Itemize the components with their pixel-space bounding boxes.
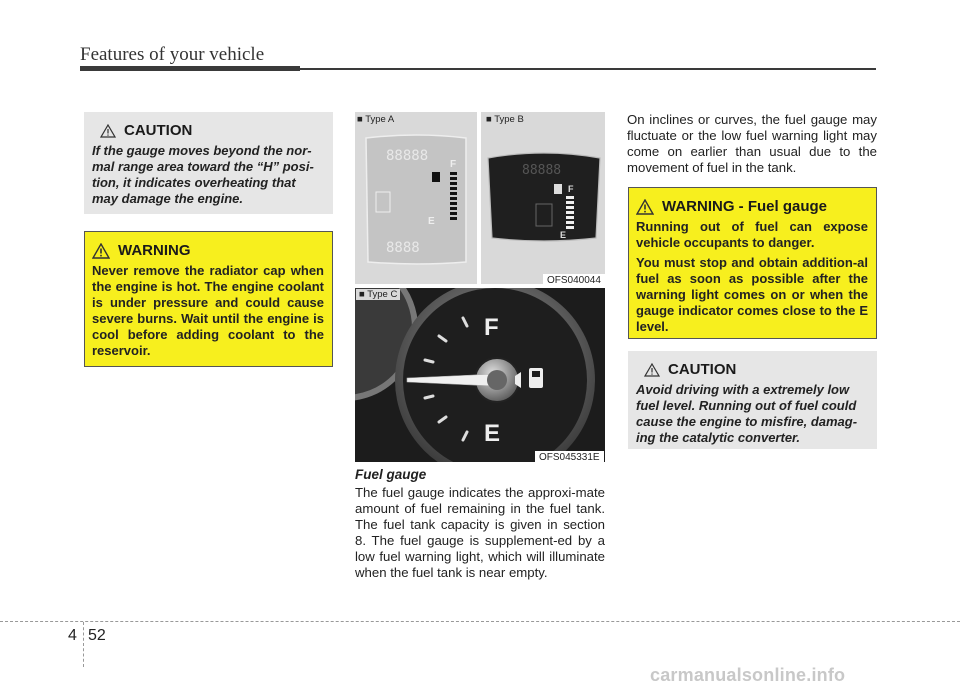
- svg-text:88888: 88888: [522, 163, 562, 178]
- warning-title: [92, 242, 324, 259]
- type-a-cluster-illustration: [362, 132, 472, 267]
- warning-triangle-icon: [100, 124, 116, 138]
- svg-text:E: E: [560, 230, 567, 240]
- gauge-e-letter: E: [484, 420, 501, 447]
- footer-dashed-divider: [83, 622, 84, 667]
- low-fuel-caution-title-text: CAUTION: [668, 361, 737, 378]
- fuel-gauge-incline-note: On inclines or curves, the fuel gauge may fluctuate or the low fuel warning light may come on earlier than usual due to the movement of fuel in the tank.: [627, 112, 877, 175]
- fuel-gauge-heading: Fuel gauge: [355, 467, 427, 482]
- low-fuel-caution-title: [644, 361, 869, 378]
- header-rule-thick: [80, 66, 300, 71]
- header-rule-thin: [300, 68, 876, 70]
- warning-title-text: WARNING: [118, 242, 191, 259]
- svg-text:8888: 8888: [386, 240, 420, 256]
- low-fuel-caution-body: Avoid driving with a extremely low fuel level. Running out of fuel could cause the engine to misfire, damag-ing the catalytic converter.: [636, 382, 858, 445]
- svg-text:F: F: [450, 159, 457, 170]
- warning-box-fuel-gauge: [628, 187, 877, 339]
- page-header-title: Features of your vehicle: [80, 44, 265, 65]
- warning-triangle-icon: [644, 363, 660, 377]
- warning-body: Never remove the radiator cap when the engine is hot. The engine coolant is under pressure and could cause severe burns. Wait until the engine is cool before adding coolant to the reservoir.: [92, 263, 324, 358]
- type-c-label: ■ Type C: [356, 289, 400, 300]
- figure-type-c-panel: [355, 288, 605, 462]
- type-b-label: ■ Type B: [486, 114, 524, 125]
- svg-text:E: E: [428, 216, 435, 227]
- caution-body: If the gauge moves beyond the nor-mal range area toward the “H” posi-tion, it indicates overheating that may damage the engine.: [92, 143, 314, 206]
- fuel-gauge-body: The fuel gauge indicates the approxi-mate amount of fuel remaining in the fuel tank. The fuel tank capacity is given in section 8. The fuel gauge is supplement-ed by a low fuel warning light, which will illuminate when the fuel tank is near empty.: [355, 485, 605, 580]
- caution-box-low-fuel: [628, 351, 877, 449]
- figure-code-c: OFS045331E: [535, 451, 604, 464]
- caution-title-text: CAUTION: [124, 122, 193, 139]
- fuel-warning-para-2: You must stop and obtain addition-al fuel as soon as possible after the warning light comes on or when the gauge indicator comes close to the E level.: [636, 255, 868, 334]
- caution-title: [100, 122, 325, 139]
- footer-dashed-rule: [0, 621, 960, 622]
- gauge-f-letter: F: [484, 314, 499, 341]
- type-a-label: ■ Type A: [357, 114, 395, 125]
- svg-text:88888: 88888: [386, 148, 429, 164]
- caution-box-overheating: [84, 112, 333, 214]
- fuel-warning-title-text: WARNING - Fuel gauge: [662, 198, 827, 215]
- warning-triangle-icon: [92, 243, 110, 259]
- page-number: 52: [88, 627, 106, 644]
- fuel-warning-para-1: Running out of fuel can expose vehicle occupants to danger.: [636, 219, 868, 250]
- watermark-text: carmanualsonline.info: [650, 665, 846, 685]
- warning-triangle-icon: [636, 199, 654, 215]
- warning-box-radiator: [84, 231, 333, 367]
- fuel-gauge-dial-illustration: [355, 288, 605, 462]
- chapter-number: 4: [68, 627, 77, 644]
- fuel-warning-title: [636, 198, 868, 215]
- svg-text:F: F: [568, 184, 574, 194]
- figure-code-ab: OFS040044: [543, 274, 605, 287]
- type-b-cluster-illustration: [486, 152, 602, 244]
